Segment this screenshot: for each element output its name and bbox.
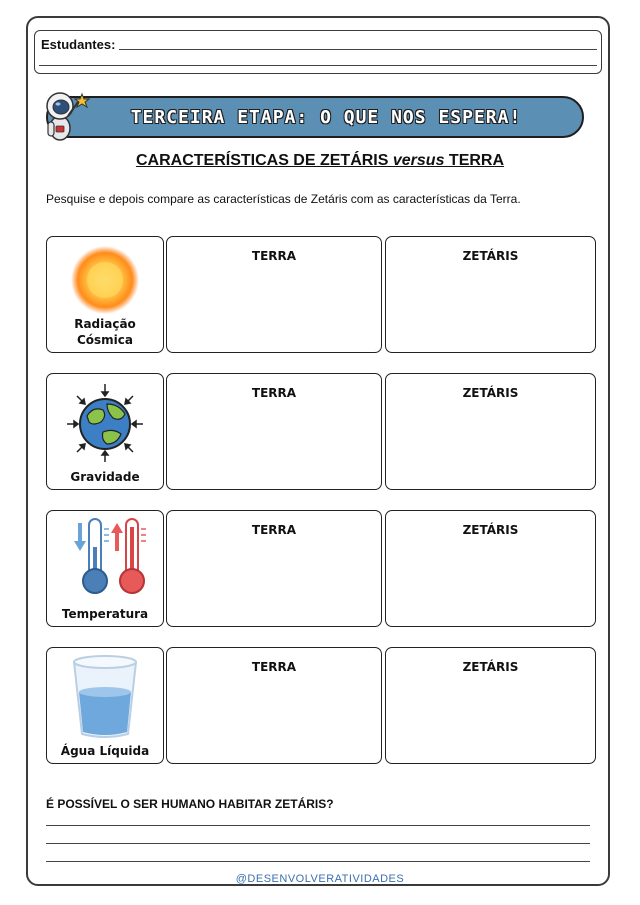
answer-zetaris-gravity[interactable]	[385, 373, 596, 490]
instructions-text: Pesquise e depois compare as características de Zetáris com as características da Terra.	[46, 192, 521, 206]
row-label-radiation: Radiação Cósmica	[74, 317, 136, 347]
answer-zetaris-water[interactable]	[385, 647, 596, 764]
footer-credit: @DESENVOLVERATIVIDADES	[235, 873, 405, 885]
sun-radiation-icon	[70, 245, 140, 315]
row-radiation-icon-cell	[46, 236, 164, 353]
row-label-temperature: Temperatura	[61, 607, 149, 621]
students-line-2[interactable]	[39, 65, 597, 66]
row-gravity-icon-cell	[46, 373, 164, 490]
row-label-gravity: Gravidade	[70, 470, 140, 484]
thermometers-icon	[60, 517, 150, 597]
answer-zetaris-temperature[interactable]	[385, 510, 596, 627]
astronaut-icon	[34, 86, 92, 144]
answer-line-2[interactable]	[46, 843, 590, 844]
answer-zetaris-radiation[interactable]	[385, 236, 596, 353]
column-header-zetaris: ZETÁRIS	[462, 660, 519, 674]
answer-earth-temperature[interactable]	[166, 510, 382, 627]
answer-earth-radiation[interactable]	[166, 236, 382, 353]
answer-line-3[interactable]	[46, 861, 590, 862]
row-temperature-icon-cell	[46, 510, 164, 627]
stage-banner	[46, 96, 584, 138]
row-label-water: Água Líquida	[60, 744, 150, 758]
water-glass-icon	[70, 654, 140, 738]
title-versus: versus	[392, 152, 445, 169]
page-title	[0, 152, 640, 170]
title-main: CARACTERÍSTICAS DE ZETÁRIS	[135, 152, 393, 169]
column-header-earth: TERRA	[251, 523, 297, 537]
column-header-earth: TERRA	[251, 660, 297, 674]
column-header-zetaris: ZETÁRIS	[462, 249, 519, 263]
column-header-earth: TERRA	[251, 249, 297, 263]
students-box	[34, 30, 602, 74]
answer-line-1[interactable]	[46, 825, 590, 826]
habitability-question: É POSSÍVEL O SER HUMANO HABITAR ZETÁRIS?	[46, 797, 334, 811]
students-line-1[interactable]	[119, 49, 597, 50]
students-label: Estudantes:	[41, 37, 116, 52]
column-header-zetaris: ZETÁRIS	[462, 523, 519, 537]
column-header-earth: TERRA	[251, 386, 297, 400]
row-water-icon-cell	[46, 647, 164, 764]
banner-title: TERCEIRA ETAPA: O QUE NOS ESPERA!	[130, 106, 522, 128]
earth-gravity-icon	[63, 382, 147, 462]
answer-earth-water[interactable]	[166, 647, 382, 764]
column-header-zetaris: ZETÁRIS	[462, 386, 519, 400]
title-end: TERRA	[444, 152, 505, 169]
answer-earth-gravity[interactable]	[166, 373, 382, 490]
